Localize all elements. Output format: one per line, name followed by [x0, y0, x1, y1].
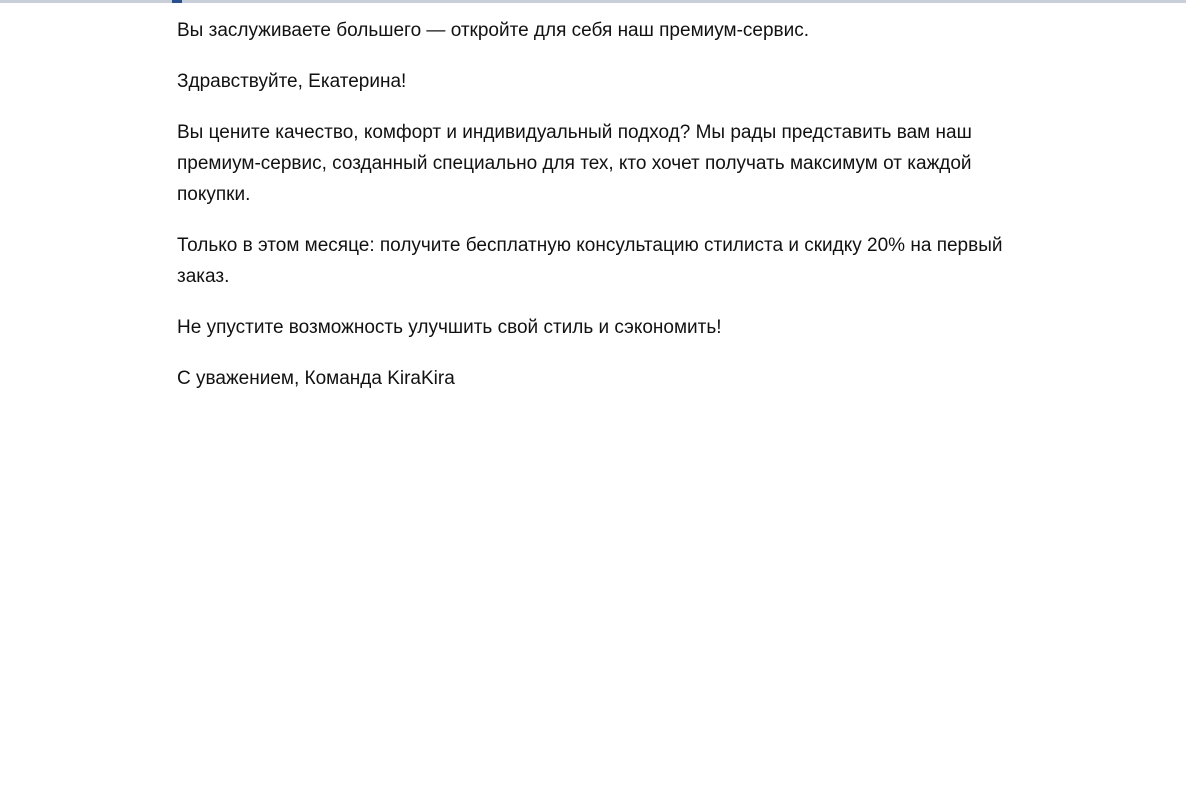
offer-paragraph: Только в этом месяце: получите бесплатную консультацию стилиста и скидку 20% на первый заказ.	[177, 235, 1003, 287]
greeting: Здравствуйте, Екатерина!	[177, 71, 407, 92]
subject-line: Вы заслуживаете большего — откройте для себя наш премиум-сервис.	[177, 20, 810, 41]
document-body	[177, 15, 1007, 414]
call-to-action: Не упустите возможность улучшить свой стиль и сэкономить!	[177, 317, 722, 338]
intro-paragraph: Вы цените качество, комфорт и индивидуальный подход? Мы рады представить вам наш премиум-сервис, созданный специально для тех, кто хочет получать максимум от каждой покупки.	[177, 122, 972, 205]
document-page	[0, 3, 1186, 789]
signature: С уважением, Команда KiraKira	[177, 368, 455, 389]
